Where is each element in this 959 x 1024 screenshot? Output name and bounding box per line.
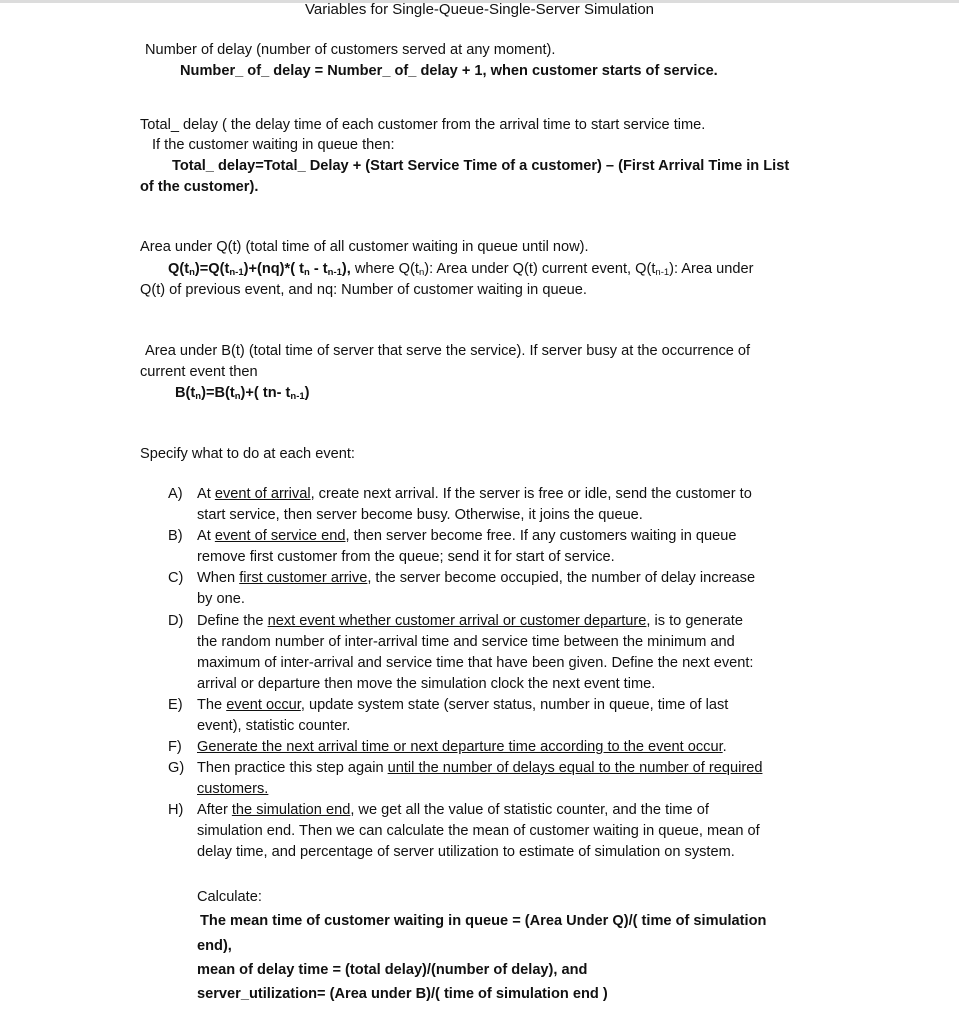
- event-d-text-cont-2: maximum of inter-arrival and service time that have been given. Define the next event:: [197, 655, 754, 671]
- event-b-label: B): [168, 528, 183, 544]
- event-a-text: At event of arrival, create next arrival. If the server is free or idle, send the customer to: [197, 486, 752, 502]
- event-g-text: Then practice this step again until the number of delays equal to the number of required: [197, 760, 763, 776]
- calculate-server-utilization: server_utilization= (Area under B)/( time of simulation end ): [197, 986, 608, 1002]
- event-c-text-cont: by one.: [197, 591, 245, 607]
- event-c-label: C): [168, 570, 184, 586]
- area-q-formula: $Q(t_n)=Q(t_{n-1})+(nq)*$( $t_n - t_{n-1}$), where $Q(t_n)$: Area under Q(t) current event, $Q(t_{n-1})$: Area under: [168, 261, 754, 278]
- event-b-text: At event of service end, then server become free. If any customers waiting in queue: [197, 528, 737, 544]
- event-a-text-cont: start service, then server become busy. Otherwise, it joins the queue.: [197, 507, 643, 523]
- total-delay-formula-cont: of the customer).: [140, 179, 259, 195]
- event-g-label: G): [168, 760, 185, 776]
- event-d-text-cont-1: the random number of inter-arrival time and service time between the minimum and: [197, 634, 735, 650]
- event-h-text: After the simulation end, we get all the value of statistic counter, and the time of: [197, 802, 709, 818]
- area-b-formula: $B(t_n)=B(t_n)+$( tn- $t_{n-1}$): [175, 385, 310, 402]
- calculate-queue-mean-cont: end),: [197, 938, 232, 954]
- calculate-delay-mean: mean of delay time = (total delay)/(number of delay), and: [197, 962, 588, 978]
- event-h-text-cont-2: delay time, and percentage of server utilization to estimate of simulation on system.: [197, 844, 735, 860]
- event-c-text: When first customer arrive, the server become occupied, the number of delay increase: [197, 570, 756, 586]
- calculate-label: Calculate:: [197, 889, 262, 905]
- total-delay-heading: Total_ delay ( the delay time of each customer from the arrival time to start service time.: [140, 117, 706, 133]
- event-a-label: A): [168, 486, 183, 502]
- events-intro: Specify what to do at each event:: [140, 446, 355, 462]
- event-e-text-cont: event), statistic counter.: [197, 718, 351, 734]
- number-of-delay-formula: Number_ of_ delay = Number_ of_ delay + 1, when customer starts of service.: [180, 63, 718, 79]
- event-e-text: The event occur, update system state (server status, number in queue, time of last: [197, 697, 729, 713]
- event-d-text-cont-3: arrival or departure then move the simulation clock the next event time.: [197, 676, 656, 692]
- event-h-label: H): [168, 802, 184, 818]
- area-q-description: Q(t) of previous event, and nq: Number of customer waiting in queue.: [140, 282, 587, 298]
- total-delay-formula: Total_ delay=Total_ Delay + (Start Service Time of a customer) – (First Arrival Time in List: [172, 158, 790, 174]
- page-title: Variables for Single-Queue-Single-Server Simulation: [304, 1, 655, 18]
- total-delay-condition: If the customer waiting in queue then:: [152, 137, 395, 153]
- event-d-text: Define the next event whether customer arrival or customer departure, is to generate: [197, 613, 743, 629]
- number-of-delay-heading: Number of delay (number of customers served at any moment).: [145, 42, 556, 58]
- area-q-heading: Area under Q(t) (total time of all customer waiting in queue until now).: [140, 239, 589, 255]
- event-g-text-cont: customers.: [197, 781, 269, 797]
- event-f-text: Generate the next arrival time or next departure time according to the event occur.: [197, 739, 727, 755]
- event-f-label: F): [168, 739, 182, 755]
- event-d-label: D): [168, 613, 184, 629]
- area-b-heading-cont: current event then: [140, 364, 258, 380]
- area-b-heading: Area under B(t) (total time of server that serve the service). If server busy at the occurrence of: [145, 343, 751, 359]
- calculate-queue-mean: The mean time of customer waiting in queue = (Area Under Q)/( time of simulation: [200, 913, 767, 929]
- event-h-text-cont-1: simulation end. Then we can calculate the mean of customer waiting in queue, mean of: [197, 823, 760, 839]
- event-b-text-cont: remove first customer from the queue; send it for start of service.: [197, 549, 615, 565]
- event-e-label: E): [168, 697, 183, 713]
